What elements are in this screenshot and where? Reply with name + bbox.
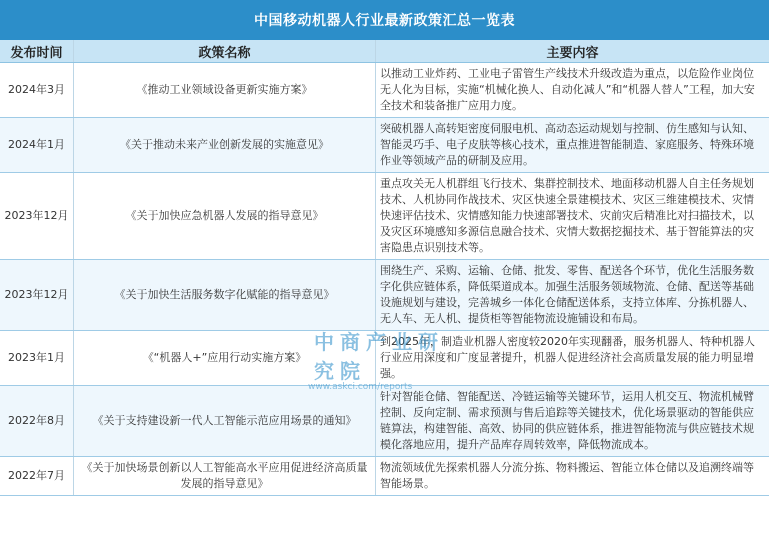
table-row — [0, 457, 769, 496]
row-content: 物流领域优先探索机器人分流分拣、物料搬运、智能立体仓储以及追溯终端等智能场景。 — [380, 461, 754, 490]
row-content: 到2025年，制造业机器人密度较2020年实现翻番，服务机器人、特种机器人行业应用深度和广度显著提升，机器人促进经济社会高质量发展的能力明显增强。 — [380, 335, 755, 380]
row-content: 围绕生产、采购、运输、仓储、批发、零售、配送各个环节，优化生活服务数字化供应链体系，降低渠道成本。加强生活服务领域物流、仓储、配送等基础设施规划与建设，完善城乡一体化仓储配送体系，支持立体库、分拣机器人、无人车、无人机、提货柜等智能物流设施铺设和布局。 — [380, 264, 754, 325]
table-header-row — [0, 40, 769, 63]
table-row — [0, 63, 769, 118]
row-policy-name: 《关于推动未来产业创新发展的实施意见》 — [74, 118, 376, 172]
row-content: 突破机器人高转矩密度伺服电机、高动态运动规划与控制、仿生感知与认知、智能灵巧手、电子皮肤等核心技术，重点推进智能制造、家庭服务、特殊环境作业等领域产品的研制及应用。 — [380, 122, 754, 167]
row-date: 2022年8月 — [0, 386, 74, 456]
row-date: 2023年1月 — [0, 331, 74, 385]
row-content: 以推动工业炸药、工业电子雷管生产线技术升级改造为重点，以危险作业岗位无人化为目标，实施“机械化换人、自动化减人”和“机器人替人”工程，加大安全技术和装备推广应用力度。 — [380, 67, 755, 112]
row-policy-name: 《关于加快生活服务数字化赋能的指导意见》 — [74, 260, 376, 330]
row-policy-name: 《关于加快应急机器人发展的指导意见》 — [74, 173, 376, 259]
table-body — [0, 63, 769, 496]
watermark-title: 中商产业研究院 — [314, 330, 444, 383]
row-date: 2023年12月 — [0, 260, 74, 330]
watermark-url: www.askci.com/reports — [308, 382, 413, 392]
header-main-content: 主要内容 — [546, 45, 599, 61]
row-policy-name: 《关于加快场景创新以人工智能高水平应用促进经济高质量发展的指导意见》 — [74, 457, 376, 495]
header-date: 发布时间 — [0, 40, 74, 62]
table-row — [0, 386, 769, 457]
row-policy-name: 《关于支持建设新一代人工智能示范应用场景的通知》 — [74, 386, 376, 456]
row-date: 2024年3月 — [0, 63, 74, 117]
row-date: 2022年7月 — [0, 457, 74, 495]
table-row — [0, 331, 769, 386]
row-policy-name: 《“机器人+”应用行动实施方案》 — [74, 331, 376, 385]
header-policy-name: 政策名称 — [74, 40, 376, 62]
table-row — [0, 260, 769, 331]
table-row — [0, 118, 769, 173]
row-content: 重点攻关无人机群组飞行技术、集群控制技术、地面移动机器人自主任务规划技术、人机协同作战技术、灾区快速全景建模技术、灾区三维建模技术、灾情快速评估技术、灾情感知能力快速部署技术、灾前灾后精准比对扫描技术，以及灾区环境感知多源信息融合技术、灾情大数据挖掘技术、基于智能算法的灾害隐患点识别技术等。 — [380, 177, 754, 254]
row-date: 2024年1月 — [0, 118, 74, 172]
table-row — [0, 173, 769, 260]
row-policy-name: 《推动工业领域设备更新实施方案》 — [74, 63, 376, 117]
row-date: 2023年12月 — [0, 173, 74, 259]
table-title: 中国移动机器人行业最新政策汇总一览表 — [0, 0, 769, 40]
row-content: 针对智能仓储、智能配送、冷链运输等关键环节，运用人机交互、物流机械臂控制、反向定制、需求预测与售后追踪等关键技术，优化场景驱动的智能供应链算法，构建智能、高效、协同的供应链体系，推进智能物流与供应链技术规模化落地应用，提升产品库存周转效率，降低物流成本。 — [380, 390, 754, 451]
